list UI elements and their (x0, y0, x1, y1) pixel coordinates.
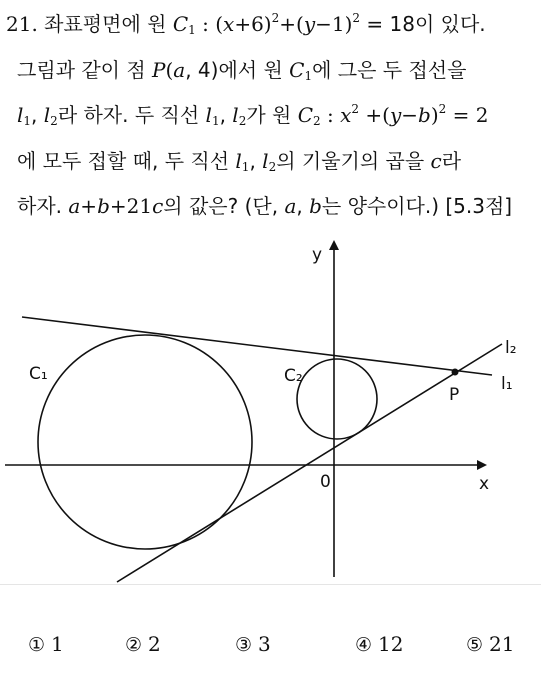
origin-label: 0 (320, 472, 331, 492)
choice-4[interactable] (355, 632, 404, 656)
circle-c2 (297, 359, 377, 439)
x-axis-label: x (479, 474, 490, 494)
problem-line-4: 에 모두 접할 때, 두 직선 $l_1$, $l_2$의 기울기의 곱을 c라 (17, 148, 462, 174)
choice-2[interactable] (125, 632, 161, 656)
line-l2-label: l₂ (505, 338, 517, 358)
figure-svg (5, 225, 536, 585)
point-p-dot (452, 369, 459, 376)
point-p-label: P (449, 385, 460, 405)
choice-1-value: 1 (51, 632, 64, 656)
choice-5[interactable] (466, 632, 515, 656)
choice-2-mark: ② (125, 634, 143, 656)
problem-number: 21. (6, 12, 38, 36)
separator-line (0, 584, 541, 585)
y-axis-label: y (312, 245, 323, 265)
choice-1[interactable] (28, 632, 64, 656)
problem-line-2: 그림과 같이 점 P(a, 4)에서 원 $C_1$에 그은 두 접선을 (17, 57, 467, 83)
circle-c1-label: C₁ (29, 364, 48, 384)
line-l1-label: l₁ (501, 374, 513, 394)
choice-1-mark: ① (28, 634, 46, 656)
choice-3-value: 3 (258, 632, 271, 656)
choice-3[interactable] (235, 632, 271, 656)
choice-2-value: 2 (148, 632, 161, 656)
choice-3-mark: ③ (235, 634, 253, 656)
problem-line-5: 하자. a+b+21c의 값은? (단, a, b는 양수이다.) [5.3점] (17, 194, 513, 218)
geometry-figure (5, 225, 536, 585)
circle-c1 (38, 335, 252, 549)
problem-line-1: 21. 좌표평면에 원 $C_1$ : $(x+6)^2+(y-1)^2 = 18$이 있다. (6, 11, 486, 37)
problem-line-3: $l_1$, $l_2$라 하자. 두 직선 $l_1$, $l_2$가 원 $C_2$ : $x^2 +(y-b)^2 = 2$ (17, 102, 489, 128)
tangent-line-l2 (117, 344, 502, 582)
choice-4-value: 12 (378, 632, 404, 656)
problem-text (6, 2, 536, 230)
choice-5-value: 21 (489, 632, 515, 656)
answer-choices (0, 632, 541, 672)
circle-c2-label: C₂ (284, 366, 303, 386)
tangent-line-l1 (22, 317, 492, 375)
choice-5-mark: ⑤ (466, 634, 484, 656)
choice-4-mark: ④ (355, 634, 373, 656)
